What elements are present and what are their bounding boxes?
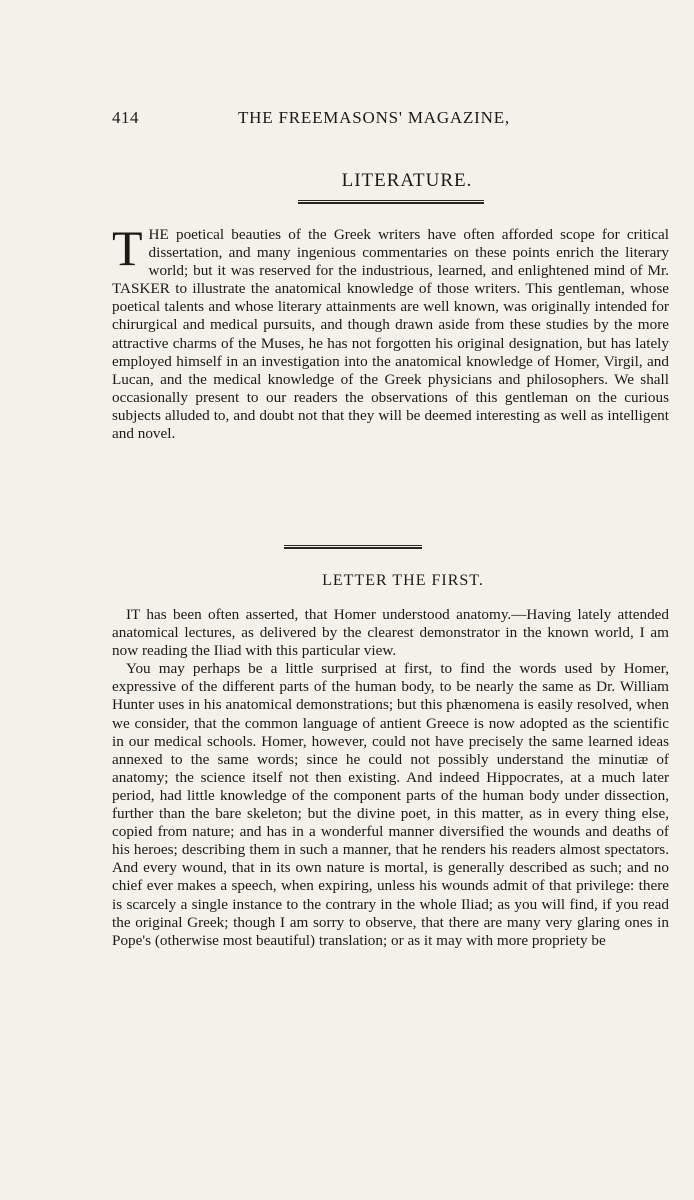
letter-body: [112, 606, 669, 950]
intro-paragraph: [112, 220, 669, 443]
section-divider: [284, 545, 422, 549]
letter-title: LETTER THE FIRST.: [322, 572, 484, 589]
magazine-page: [112, 0, 672, 1200]
drop-cap: T: [112, 220, 143, 276]
intro-text-container: [112, 220, 669, 443]
letter-paragraph-2: You may perhaps be a little surprised at first, to find the words used by Homer, expressive of the different parts of the human body, to be nearly the same as Dr. William Hunter uses in his anatomical demonstrations; but this phænomena is easily resolved, when we consider, that the common language of antient Greece is now adopted as the scientific in our medical schools. Homer, however, could not have precisely the same learned ideas annexed to the same words; since he could not possibly understand the minutiæ of anatomy; the science itself not then existing. And indeed Hippocrates, at a much later period, had little knowledge of the component parts of the human body under dissection, further than the bare skeleton; but the divine poet, in this matter, as in every thing else, copied from nature; and has in a wonderful manner diversified the wounds and deaths of his heroes; describing them in such a manner, that he renders his readers almost spectators. And every wound, that in its own nature is mortal, is generally described as such; and no chief ever makes a speech, when expiring, unless his wounds admit of that privilege: there is scarcely a single instance to the contrary in the whole Iliad; as you will find, if you read the original Greek; though I am sorry to observe, that there are many very glaring ones in Pope's (otherwise most beautiful) translation; or as it may with more propriety be: [112, 660, 669, 949]
running-title: THE FREEMASONS' MAGAZINE,: [238, 108, 510, 127]
intro-text: HE poetical beauties of the Greek writers have often afforded scope for critical dissertation, and many ingenious commentaries on these points enrich the literary world; but it was reserved for the industrious, learned, and enlightened mind of Mr. TASKER to illustrate the anatomical knowledge of those writers. This gentleman, whose poetical talents and whose literary attainments are well known, was originally intended for chirurgical and medical pursuits, and though drawn aside from these studies by the more attractive charms of the Muses, he has not forgotten his original designation, but has lately employed himself in an investigation into the anatomical knowledge of Homer, Virgil, and Lucan, and the medical knowledge of the Greek physicians and philosophers. We shall occasionally present to our readers the observations of this gentleman on the curious subjects alluded to, and doubt not that they will be deemed interesting as well as intelligent and novel.: [112, 226, 669, 443]
page-number: 414: [112, 108, 139, 127]
letter-paragraph-1: IT has been often asserted, that Homer understood anatomy.—Having lately attended anatomical lectures, as delivered by the clearest demonstrator in the known world, I am now reading the Iliad with this particular view.: [112, 606, 669, 660]
ornamental-rule: [298, 200, 484, 204]
running-head: [112, 108, 672, 132]
section-title: LITERATURE.: [341, 170, 473, 191]
